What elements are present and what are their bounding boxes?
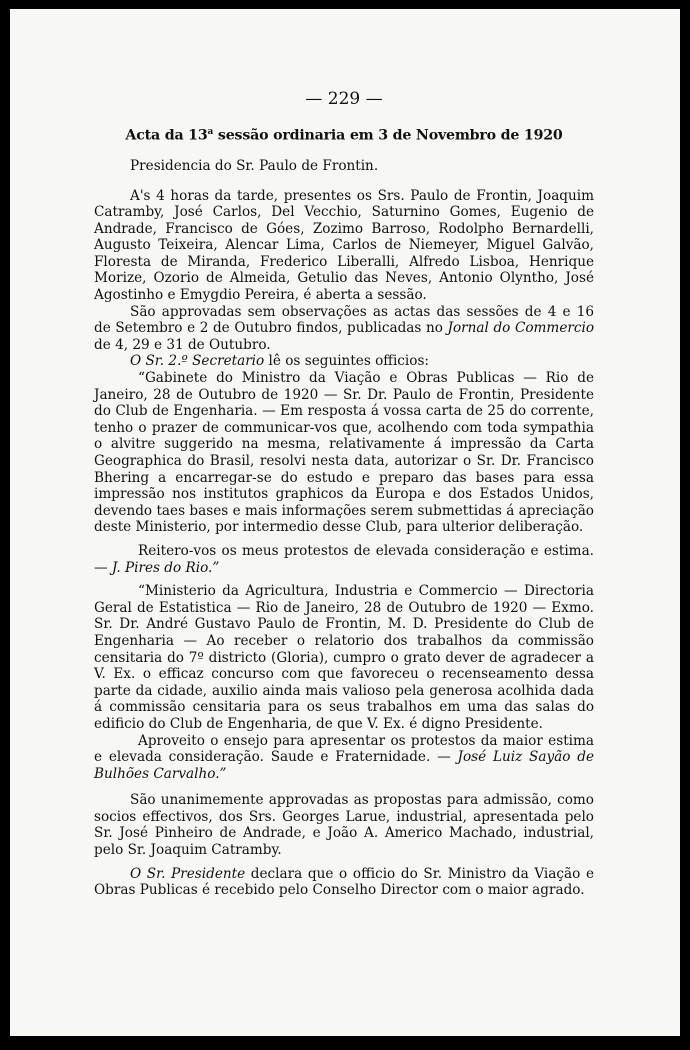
secretary-speaker: O Sr. 2.º Secretario [130,353,265,370]
letter-1-body: “Gabinete do Ministro da Viação e Obras Publicas — Rio de Janeiro, 28 de Outubro de 1920 — Sr. Dr. Paulo de Frontin, Presidente do Club de Engenharia. — Em resposta á vossa carta de 25 do corrente, tenho o prazer de communicar-vos que, acolhendo com toda sympathia o alvitre suggerido na mesma, relativamente á impressão da Carta Geographica do Brasil, resolvi nesta data, autorizar o Sr. Dr. Francisco Bhering a encarregar-se do estudo e preparo das bases para essa impressão nos institutos graphicos da Europa e dos Estados Unidos, devendo taes bases e mais informações serem submettidas á apreciação deste Ministerio, por intermedio desse Club, para ulterior deliberação. [94,370,594,536]
minutes-title [94,124,594,144]
attendance-paragraph: A's 4 horas da tarde, presentes os Srs. Paulo de Frontin, Joaquim Catramby, José Carlos, Del Vecchio, Saturnino Gomes, Eugenio de Andrade, Francisco de Góes, Zozimo Barroso, Rodolpho Bernardelli, Augusto Teixeira, Alencar Lima, Carlos de Niemeyer, Miguel Galvão, Floresta de Miranda, Frederico Liberalli, Alfredo Lisboa, Henrique Morize, Ozorio de Almeida, Getulio das Neves, Antonio Olyntho, José Agostinho e Emygdio Pereira, é aberta a sessão. [94,187,594,304]
title-superscript: a [207,126,214,137]
title-part-1: Acta da 13 [125,127,208,144]
letter-2-body: “Ministerio da Agricultura, Industria e Commercio — Directoria Geral de Estatistica — Rio de Janeiro, 28 de Outubro de 1920 — Exmo. Sr. Dr. André Gustavo Paulo de Frontin, M. D. Presidente do Club de Engenharia — Ao receber o relatorio dos trabalhos da commissão censitaria do 7º districto (Gloria), cumpro o grato dever de agradecer a V. Ex. o efficaz concurso com que favoreceu o recenseamento dessa parte da cidade, auxilio ainda mais valioso pela generosa acolhida dada á commissão censitaria para os seus trabalhos em uma das salas do edificio do Club de Engenharia, de que V. Ex. é digno Presidente. [94,583,594,732]
minutes-approval-end: de 4, 29 e 31 de Outubro. [94,336,271,353]
secretary-text: lê os seguintes officios: [264,353,430,370]
letter-1-signature: J. Pires do Rio.” [111,559,220,576]
minutes-approval-text: São approvadas sem observações as actas das sessões de 4 e 16 de Setembro e 2 de Outubro findos, publicadas no [94,303,594,337]
title-part-2: sessão ordinaria em 3 de Novembro de 1920 [213,127,563,144]
admission-paragraph: São unanimemente approvadas as propostas para admissão, como socios effectivos, dos Srs. Georges Larue, industrial, apresentada pelo Sr. José Pinheiro de Andrade, e João A. Americo Machado, industrial, pelo Sr. Joaquim Catramby. [94,792,594,859]
president-text: declara que o officio do Sr. Ministro da Viação e Obras Publicas é recebido pelo Conselho Director com o maior agrado. [94,865,594,899]
letter-1-closing-text: Reitero-vos os meus protestos de elevada consideração e estima. — [94,542,594,576]
president-paragraph [94,866,594,899]
letter-2-closing [94,733,594,783]
document-page [10,9,680,1036]
text-column [94,91,594,899]
letter-2-closing-text: Aproveito o ensejo para apresentar os protestos da maior estima e elevada consideração. Saude e Fraternidade. — [94,732,594,766]
page-number: — 229 — [305,89,383,109]
secretary-paragraph [94,353,594,370]
presidency-line: Presidencia do Sr. Paulo de Frontin. [130,157,379,174]
journal-name: Jornal do Commercio [447,320,595,337]
letter-1-closing [94,543,594,576]
minutes-approval-paragraph [94,304,594,354]
letter-2-signature: José Luiz Sayão de Bulhões Carvalho.” [94,749,594,782]
president-speaker: O Sr. Presidente [130,865,246,882]
